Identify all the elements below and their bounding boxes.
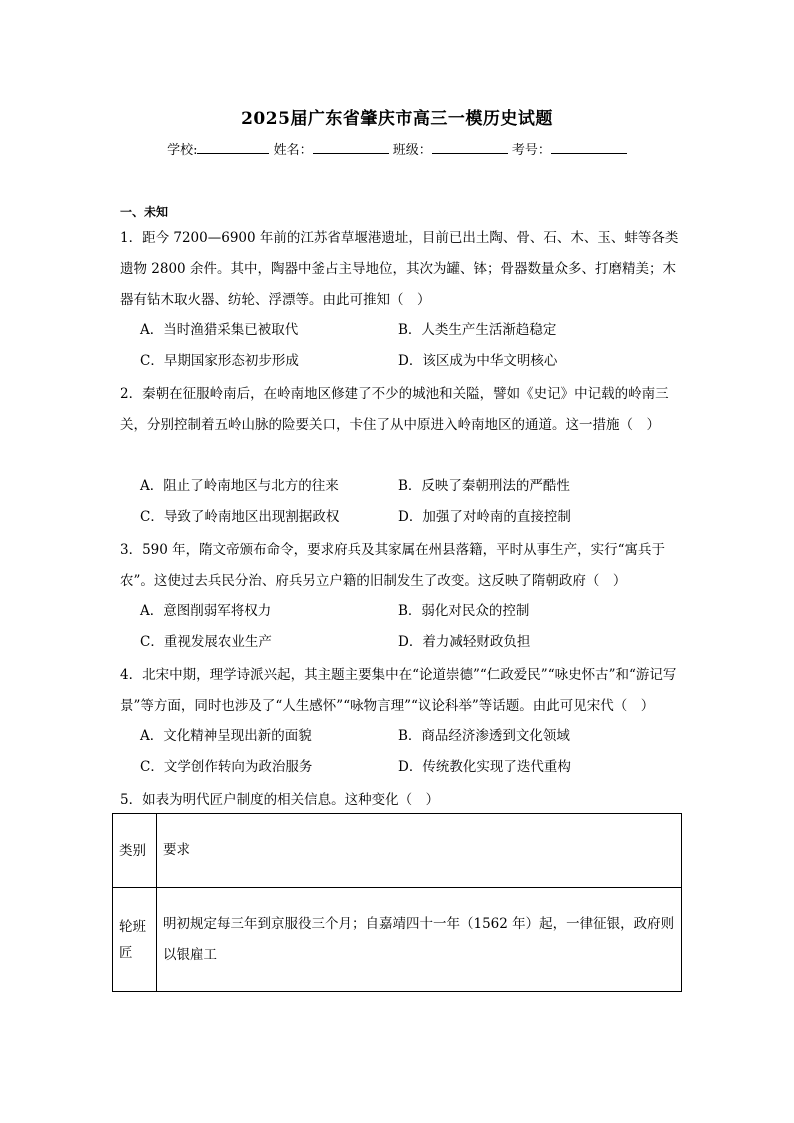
table-header-row — [113, 814, 682, 888]
school-label: 学校: — [167, 143, 198, 158]
question-3-option-c: C．重视发展农业生产 — [140, 634, 272, 650]
question-1-option-a: A．当时渔猎采集已被取代 — [140, 322, 299, 338]
exam-no-blank[interactable] — [551, 141, 627, 154]
question-4-option-c: C．文学创作转向为政治服务 — [140, 759, 313, 775]
table-cell-category: 轮班匠 — [113, 888, 157, 992]
question-4-option-b: B．商品经济渗透到文化领域 — [398, 728, 570, 744]
question-1-stem: 1．距今 7200—6900 年前的江苏省草堰港遗址，目前已出土陶、骨、石、木、玉、蚌等各类遗物 2800 余件。其中，陶器中釜占主导地位，其次为罐、钵；骨器数量众多、打磨精美；木器有钻木取火器、纺轮、浮漂等。由此可推知（ ） — [120, 230, 679, 308]
question-2-option-b: B．反映了秦朝刑法的严酷性 — [398, 478, 570, 494]
class-blank[interactable] — [432, 141, 508, 154]
question-2-option-a: A．阻止了岭南地区与北方的往来 — [140, 478, 339, 494]
question-5-stem: 5．如表为明代匠户制度的相关信息。这种变化（ ） — [120, 792, 440, 808]
section-heading: 一、未知 — [120, 205, 169, 219]
class-label: 班级： — [392, 143, 432, 158]
question-3-option-a: A．意图削弱军将权力 — [140, 603, 272, 619]
question-3-stem: 3．590 年，隋文帝颁布命令，要求府兵及其家属在州县落籍，平时从事生产，实行“寓兵于农”。这使过去兵民分治、府兵另立户籍的旧制发生了改变。这反映了隋朝政府（ ） — [120, 542, 666, 589]
question-2-stem: 2．秦朝在征服岭南后，在岭南地区修建了不少的城池和关隘，譬如《史记》中记载的岭南三关，分别控制着五岭山脉的险要关口，卡住了从中原进入岭南地区的通道。这一措施（ ） — [120, 386, 669, 433]
student-info-line — [0, 139, 794, 158]
question-3-option-b: B．弱化对民众的控制 — [398, 603, 530, 619]
question-2-option-d: D．加强了对岭南的直接控制 — [398, 509, 571, 525]
question-2-option-c: C．导致了岭南地区出现割据政权 — [140, 509, 340, 525]
question-4-option-d: D．传统教化实现了迭代重构 — [398, 759, 571, 775]
table-cell-requirement: 明初规定每三年到京服役三个月；自嘉靖四十一年（1562 年）起，一律征银，政府则以银雇工 — [157, 888, 682, 992]
table-header-category: 类别 — [113, 814, 157, 888]
question-1-option-c: C．早期国家形态初步形成 — [140, 353, 299, 369]
name-blank[interactable] — [313, 141, 389, 154]
question-4-stem: 4．北宋中期，理学诗派兴起，其主题主要集中在“论道崇德”“仁政爱民”“咏史怀古”和“游记写景”等方面，同时也涉及了“人生感怀”“咏物言理”“议论科举”等话题。由此可见宋代（ ） — [120, 667, 677, 714]
question-1-option-d: D．该区成为中华文明核心 — [398, 353, 558, 369]
page-title: 2025届广东省肇庆市高三一模历史试题 — [241, 109, 553, 129]
craftsman-system-table — [112, 813, 682, 992]
question-3-option-d: D．着力减轻财政负担 — [398, 634, 531, 650]
table-header-requirement: 要求 — [157, 814, 682, 888]
exam-no-label: 考号： — [511, 143, 551, 158]
question-4-option-a: A．文化精神呈现出新的面貌 — [140, 728, 312, 744]
name-label: 姓名： — [273, 143, 313, 158]
question-1-option-b: B．人类生产生活渐趋稳定 — [398, 322, 557, 338]
table-row — [113, 888, 682, 992]
school-blank[interactable] — [197, 141, 269, 154]
